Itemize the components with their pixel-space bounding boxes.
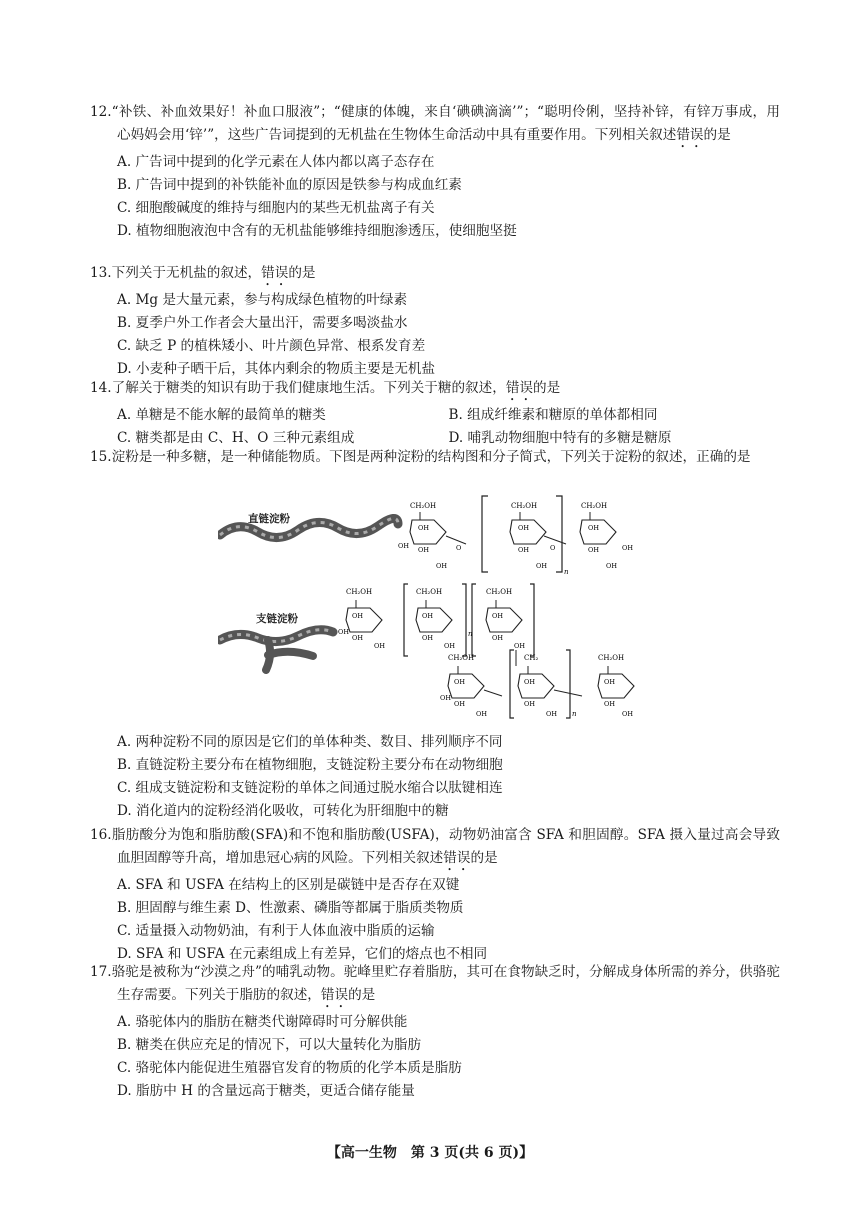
option-a: A. 广告词中提到的化学元素在人体内都以离子态存在: [117, 154, 435, 170]
label-oh: OH: [444, 642, 455, 650]
stem-text: “补铁、补血效果好！补血口服液”；“健康的体魄，来自‘碘碘滴滴’”；“聪明伶俐，坚持补锌，有锌万事成，用心妈妈会用‘锌’”，这些广告词提到的无机盐在生物体生命活动中具有重要作用。下列相关叙述: [111, 104, 780, 143]
label-ch2oh: CH₂OH: [486, 588, 513, 596]
option-c: C. 骆驼体内能促进生殖器官发育的物质的化学本质是脂肪: [117, 1060, 462, 1076]
label-oh: OH: [454, 700, 465, 708]
label-oh: OH: [604, 678, 615, 686]
question-number: 14.: [90, 380, 112, 396]
question-stem: [90, 824, 780, 874]
stem-text: 淀粉是一种多糖，是一种储能物质。下图是两种淀粉的结构图和分子简式，下列关于淀粉的叙述，正确的是: [111, 449, 751, 465]
stem-text: 了解关于糖类的知识有助于我们健康地生活。下列关于糖的叙述，: [111, 380, 506, 396]
option-a: A. SFA 和 USFA 在结构上的区别是碳链中是否存在双键: [117, 877, 460, 893]
label-oh: OH: [622, 544, 633, 552]
stem-text: 的是: [703, 127, 731, 143]
stem-text: 的是: [348, 987, 376, 1003]
label-n: n: [564, 568, 569, 576]
label-amylose: 直链淀粉: [248, 513, 290, 525]
emphasis-keyword: 错误: [505, 380, 534, 396]
label-ch2oh: CH₂OH: [511, 502, 538, 510]
question-12: [90, 101, 780, 243]
option-b: B. 组成纤维素和糖原的单体都相同: [448, 407, 658, 423]
amylopectin-formula-branch: [440, 650, 634, 718]
question-stem: [90, 446, 780, 469]
label-oh: OH: [588, 546, 599, 554]
question-15: [90, 446, 780, 469]
amylose-helix-image: [220, 518, 398, 537]
amylopectin-helix-image: [220, 630, 333, 670]
option-a: A. 单糖是不能水解的最简单的糖类: [117, 407, 326, 423]
label-n: n: [572, 710, 577, 718]
option-c: C. 糖类都是由 C、H、O 三种元素组成: [117, 430, 355, 446]
label-oh: OH: [374, 642, 385, 650]
label-n: n: [468, 630, 473, 638]
label-oh: OH: [422, 634, 433, 642]
label-oh: OH: [536, 562, 547, 570]
label-oh: OH: [524, 678, 535, 686]
emphasis-keyword: 错误: [676, 127, 704, 143]
option-d: D. 脂肪中 H 的含量远高于糖类，更适合储存能量: [117, 1083, 415, 1099]
stem-text: 的是: [470, 850, 498, 866]
label-oh: OH: [524, 700, 535, 708]
label-amylopectin: 支链淀粉: [256, 613, 298, 625]
stem-text: 的是: [288, 265, 316, 281]
option-c: C. 细胞酸碱度的维持与细胞内的某些无机盐离子有关: [117, 200, 435, 216]
option-d: D. 哺乳动物细胞中特有的多糖是糖原: [448, 430, 672, 446]
label-oh: OH: [514, 642, 525, 650]
label-oh: OH: [588, 524, 599, 532]
option-d: D. SFA 和 USFA 在元素组成上有差异，它们的熔点也不相同: [117, 946, 488, 962]
question-number: 15.: [90, 449, 112, 465]
option-b: B. 夏季户外工作者会大量出汗，需要多喝淡盐水: [117, 315, 408, 331]
question-stem: [90, 262, 780, 289]
option-d: D. 小麦种子晒干后，其体内剩余的物质主要是无机盐: [117, 361, 436, 377]
emphasis-keyword: 错误: [261, 265, 289, 281]
label-ch2oh: CH₂OH: [410, 502, 437, 510]
option-row: [90, 404, 780, 427]
option-a: A. 两种淀粉不同的原因是它们的单体种类、数目、排列顺序不同: [117, 734, 503, 750]
question-number: 16.: [90, 827, 112, 843]
label-oh: OH: [604, 700, 615, 708]
label-ch2oh: CH₂OH: [448, 654, 475, 662]
option-b: B. 广告词中提到的补铁能补血的原因是铁参与构成血红素: [117, 177, 462, 193]
question-stem: [90, 377, 780, 404]
starch-structure-figure: [218, 490, 658, 722]
label-oh: OH: [454, 678, 465, 686]
stem-text: 下列关于无机盐的叙述，: [111, 265, 262, 281]
option-c: C. 适量摄入动物奶油，有利于人体血液中脂质的运输: [117, 923, 435, 939]
stem-text: 骆驼是被称为“沙漠之舟”的哺乳动物。驼峰里贮存着脂肪，其可在食物缺乏时，分解成身体所需的养分，供骆驼生存需要。下列关于脂肪的叙述，: [111, 964, 780, 1003]
question-15-options: [90, 731, 780, 823]
question-13: [90, 262, 780, 381]
label-oh: OH: [518, 524, 529, 532]
option-a: A. 骆驼体内的脂肪在糖类代谢障碍时可分解供能: [117, 1014, 408, 1030]
label-oh: OH: [398, 542, 409, 550]
question-14: [90, 377, 780, 450]
label-ch2oh: CH₂OH: [581, 502, 608, 510]
label-oh: OH: [338, 628, 349, 636]
label-oh: OH: [352, 634, 363, 642]
question-number: 17.: [90, 964, 112, 980]
label-oh: OH: [436, 562, 447, 570]
label-oh: OH: [352, 612, 363, 620]
amylose-formula: [398, 496, 633, 576]
question-17: [90, 961, 780, 1103]
question-stem: [90, 101, 780, 151]
emphasis-keyword: 错误: [320, 987, 349, 1003]
label-ch2: CH₂: [524, 654, 539, 662]
label-oh: OH: [418, 546, 429, 554]
amylopectin-formula-main: [338, 584, 534, 666]
label-oh: OH: [622, 710, 633, 718]
option-d: D. 消化道内的淀粉经消化吸收，可转化为肝细胞中的糖: [117, 803, 449, 819]
label-ch2oh: CH₂OH: [346, 588, 373, 596]
question-number: 12.: [90, 104, 112, 120]
label-o: O: [550, 544, 556, 552]
option-a: A. Mg 是大量元素，参与构成绿色植物的叶绿素: [117, 292, 408, 308]
label-oh: OH: [518, 546, 529, 554]
label-oh: OH: [492, 634, 503, 642]
stem-text: 脂肪酸分为饱和脂肪酸(SFA)和不饱和脂肪酸(USFA)，动物奶油富含 SFA 和胆固醇。SFA 摄入量过高会导致血胆固醇等升高，增加患冠心病的风险。下列相关叙述: [111, 827, 780, 866]
label-ch2oh: CH₂OH: [598, 654, 625, 662]
option-b: B. 胆固醇与维生素 D、性激素、磷脂等都属于脂质类物质: [117, 900, 464, 916]
question-16: [90, 824, 780, 966]
label-oh: OH: [440, 694, 451, 702]
question-stem: [90, 961, 780, 1011]
option-c: C. 组成支链淀粉和支链淀粉的单体之间通过脱水缩合以肽键相连: [117, 780, 503, 796]
starch-diagram: [218, 490, 658, 722]
option-c: C. 缺乏 P 的植株矮小、叶片颜色异常、根系发育差: [117, 338, 426, 354]
question-number: 13.: [90, 265, 112, 281]
label-oh: OH: [422, 612, 433, 620]
option-d: D. 植物细胞液泡中含有的无机盐能够维持细胞渗透压，使细胞坚挺: [117, 223, 517, 239]
page-footer: 【高一生物 第 3 页(共 6 页)】: [326, 1145, 534, 1161]
emphasis-keyword: 错误: [443, 850, 471, 866]
label-oh: OH: [476, 710, 487, 718]
label-ch2oh: CH₂OH: [416, 588, 443, 596]
label-oh: OH: [606, 562, 617, 570]
option-b: B. 直链淀粉主要分布在植物细胞，支链淀粉主要分布在动物细胞: [117, 757, 503, 773]
label-oh: OH: [418, 524, 429, 532]
label-oh: OH: [546, 710, 557, 718]
label-o: O: [456, 544, 462, 552]
option-b: B. 糖类在供应充足的情况下，可以大量转化为脂肪: [117, 1037, 422, 1053]
label-oh: OH: [492, 612, 503, 620]
stem-text: 的是: [533, 380, 561, 396]
